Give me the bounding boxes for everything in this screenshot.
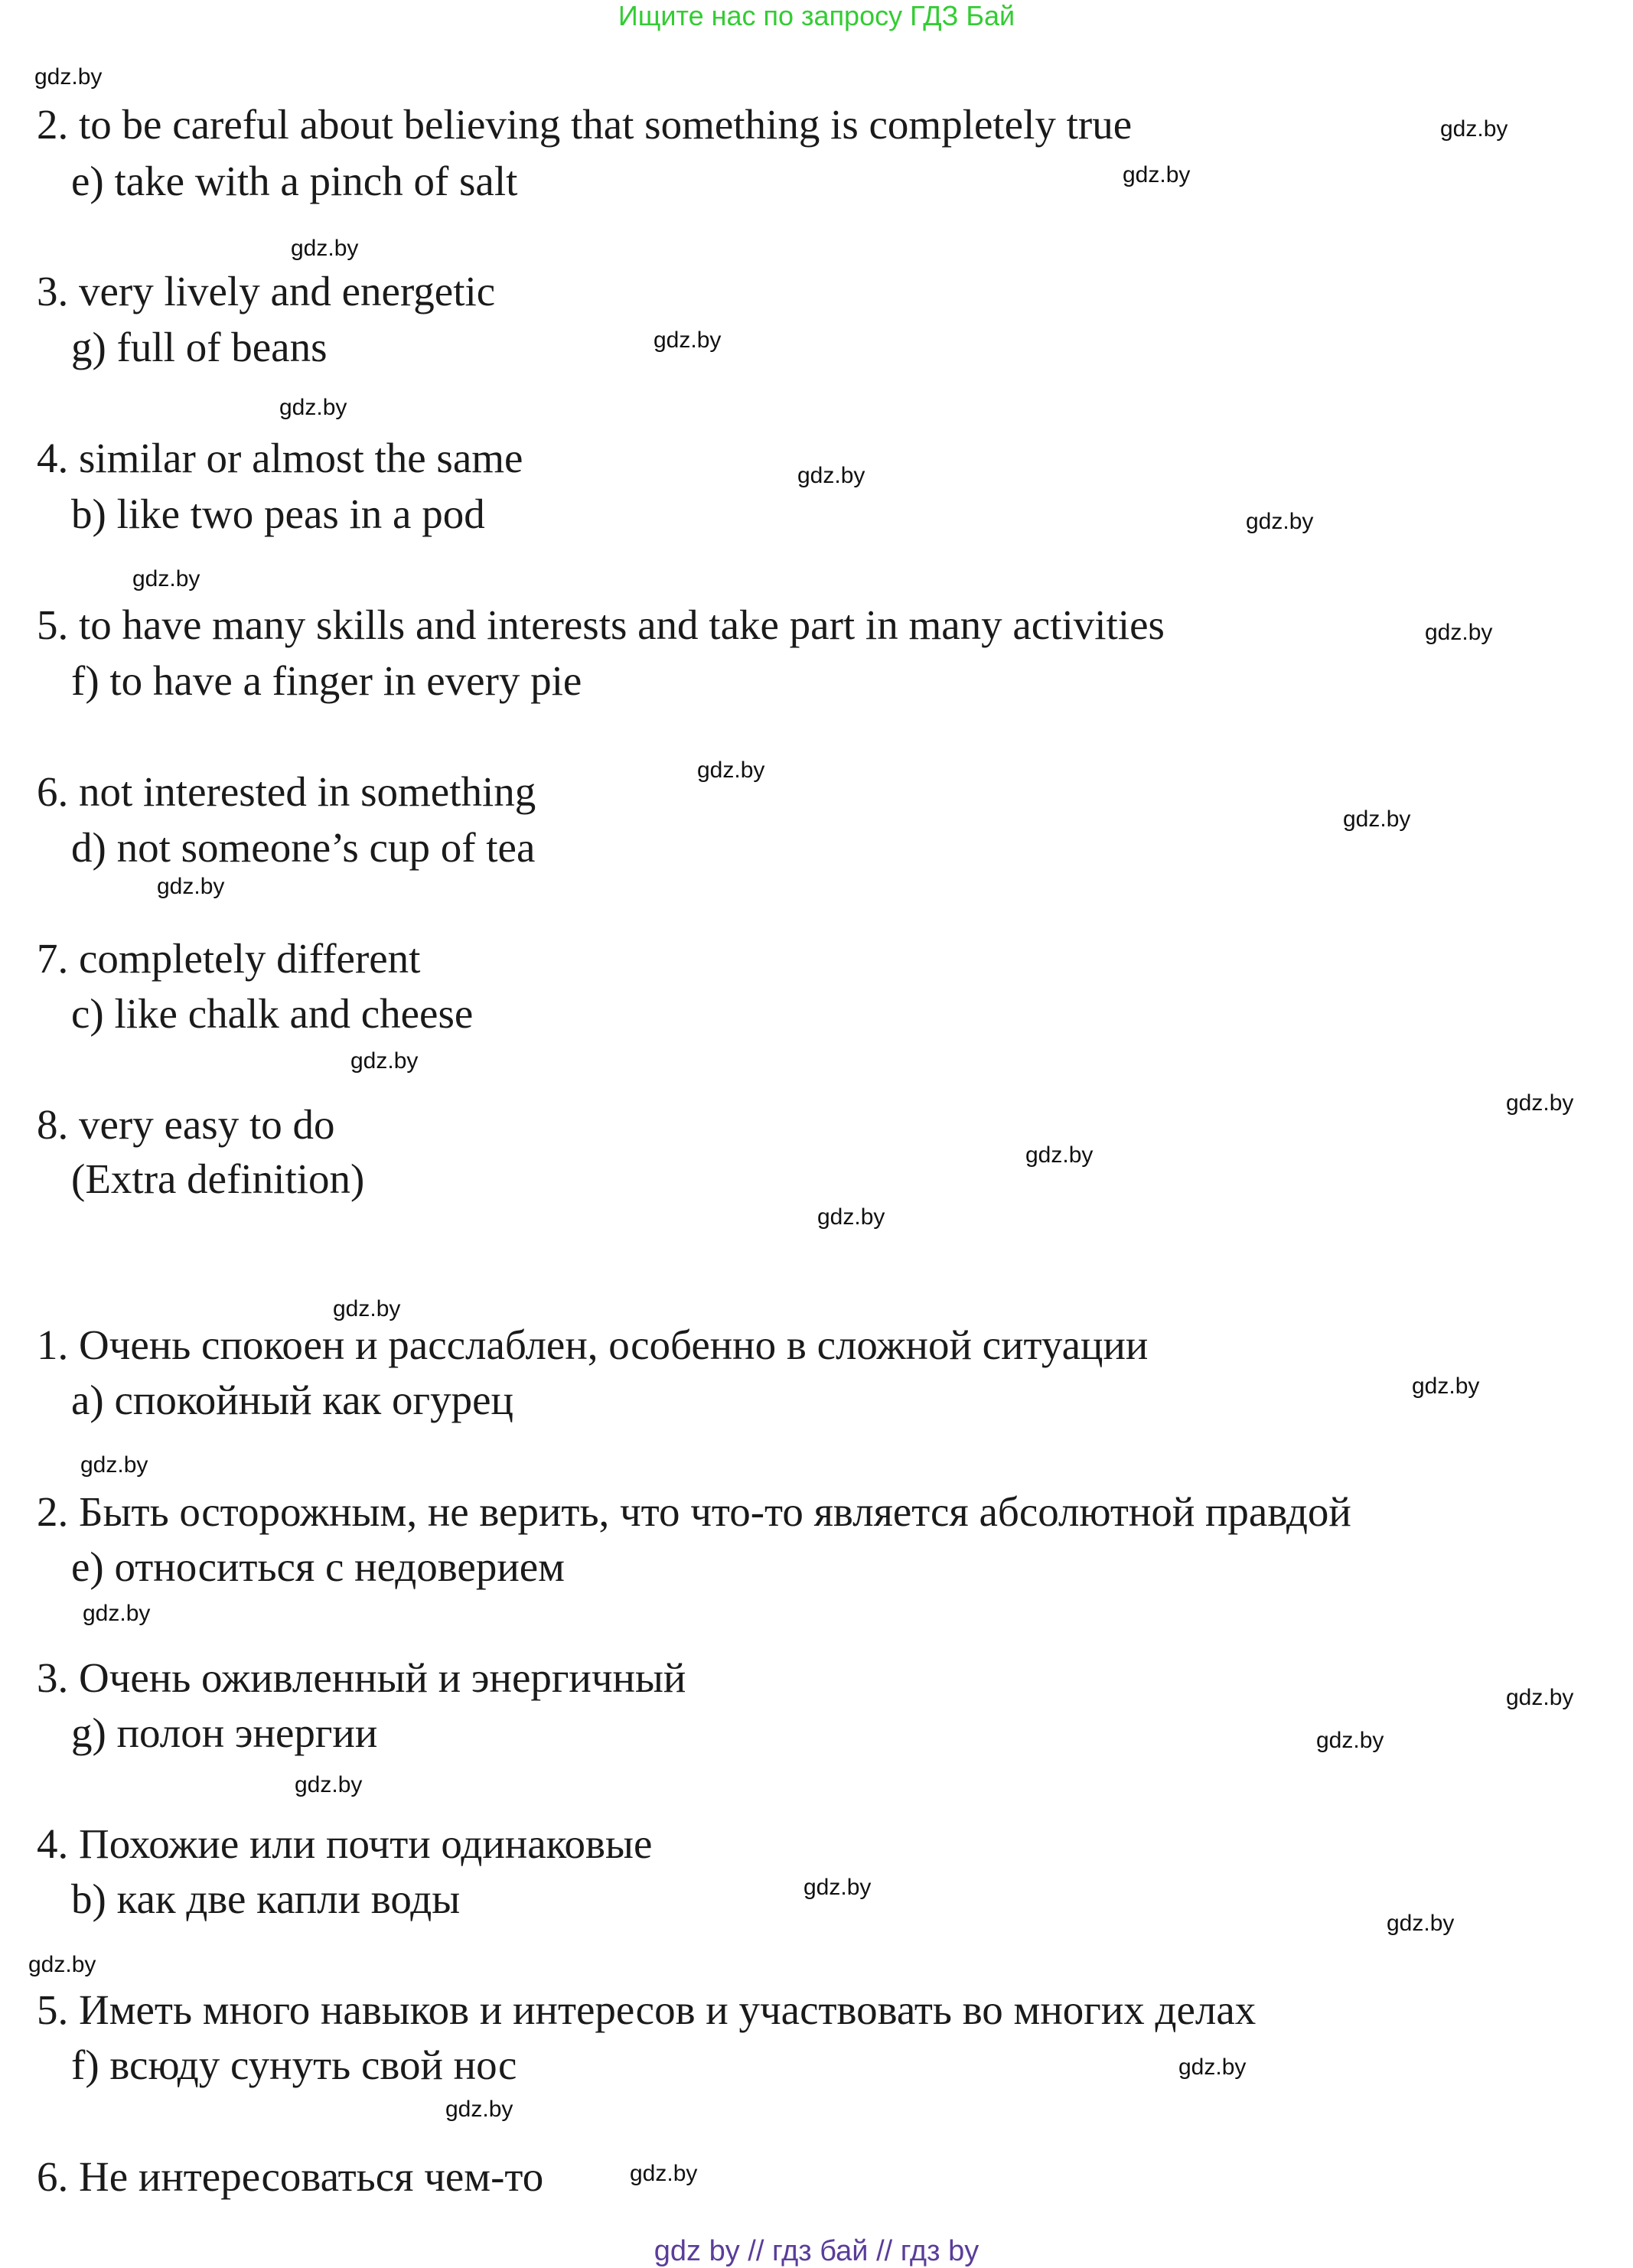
english-item-5-answer: f) to have a finger in every pie	[71, 657, 582, 704]
watermark: gdz.by	[817, 1204, 885, 1230]
english-item-8-answer: (Extra definition)	[71, 1155, 365, 1202]
english-item-3-definition: 3. very lively and energetic	[37, 268, 496, 314]
watermark: gdz.by	[697, 758, 765, 783]
watermark: gdz.by	[279, 395, 347, 420]
russian-item-5-definition: 5. Иметь много навыков и интересов и участвовать во многих делах	[37, 1986, 1257, 2033]
watermark: gdz.by	[654, 327, 722, 353]
watermark: gdz.by	[1025, 1142, 1094, 1168]
english-item-2-definition: 2. to be careful about believing that something is completely true	[37, 101, 1133, 148]
russian-item-4-answer: b) как две капли воды	[71, 1875, 461, 1922]
watermark: gdz.by	[1506, 1685, 1574, 1710]
russian-item-2-answer: e) относиться с недоверием	[71, 1543, 565, 1590]
watermark: gdz.by	[34, 64, 103, 90]
english-item-5-definition: 5. to have many skills and interests and take part in many activities	[37, 601, 1165, 648]
watermark: gdz.by	[83, 1601, 151, 1626]
watermark: gdz.by	[350, 1048, 419, 1074]
footer-links: gdz by // гдз бай // гдз by	[654, 2235, 979, 2267]
watermark: gdz.by	[630, 2161, 698, 2186]
russian-item-3-definition: 3. Очень оживленный и энергичный	[37, 1654, 686, 1701]
english-item-7-answer: c) like chalk and cheese	[71, 990, 474, 1037]
watermark: gdz.by	[1316, 1728, 1384, 1753]
russian-item-5-answer: f) всюду сунуть свой нос	[71, 2042, 517, 2088]
watermark: gdz.by	[28, 1952, 96, 1977]
english-item-7-definition: 7. completely different	[37, 935, 421, 982]
english-item-8-definition: 8. very easy to do	[37, 1101, 335, 1148]
watermark: gdz.by	[295, 1772, 363, 1797]
watermark: gdz.by	[1246, 509, 1314, 534]
russian-item-3-answer: g) полон энергии	[71, 1709, 378, 1756]
english-item-6-answer: d) not someone’s cup of tea	[71, 824, 536, 871]
watermark: gdz.by	[797, 463, 865, 488]
english-item-4-answer: b) like two peas in a pod	[71, 490, 485, 537]
watermark: gdz.by	[291, 236, 359, 261]
watermark: gdz.by	[157, 874, 225, 899]
watermark: gdz.by	[1343, 807, 1411, 832]
watermark: gdz.by	[445, 2097, 513, 2122]
watermark: gdz.by	[1178, 2055, 1247, 2080]
watermark: gdz.by	[1412, 1374, 1480, 1399]
watermark: gdz.by	[333, 1296, 401, 1321]
watermark: gdz.by	[1506, 1090, 1574, 1116]
english-item-4-definition: 4. similar or almost the same	[37, 435, 523, 481]
english-item-3-answer: g) full of beans	[71, 324, 328, 370]
top-banner: Ищите нас по запросу ГДЗ Бай	[618, 0, 1015, 31]
watermark: gdz.by	[1425, 620, 1493, 645]
russian-item-2-definition: 2. Быть осторожным, не верить, что что-то является абсолютной правдой	[37, 1488, 1351, 1535]
watermark: gdz.by	[132, 566, 200, 591]
english-item-2-answer: e) take with a pinch of salt	[71, 158, 518, 204]
russian-item-1-definition: 1. Очень спокоен и расслаблен, особенно в сложной ситуации	[37, 1321, 1149, 1368]
watermark: gdz.by	[1123, 162, 1191, 187]
watermark: gdz.by	[1440, 116, 1508, 142]
russian-item-1-answer: a) спокойный как огурец	[71, 1377, 513, 1423]
russian-item-6-definition: 6. Не интересоваться чем-то	[37, 2153, 544, 2200]
watermark: gdz.by	[1387, 1911, 1455, 1936]
watermark: gdz.by	[80, 1452, 148, 1478]
english-item-6-definition: 6. not interested in something	[37, 768, 536, 815]
watermark: gdz.by	[803, 1875, 872, 1900]
russian-item-4-definition: 4. Похожие или почти одинаковые	[37, 1820, 653, 1867]
